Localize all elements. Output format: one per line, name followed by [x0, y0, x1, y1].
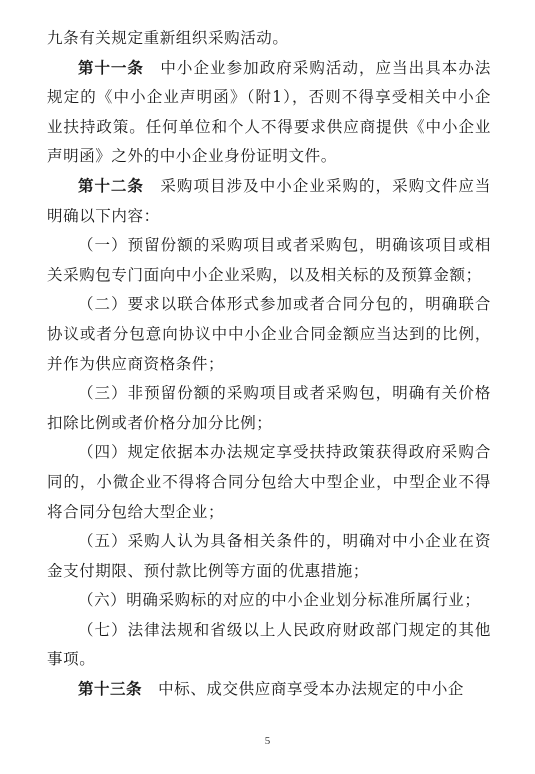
article-text: 中小企业参加政府采购活动，应当出具本办法规定的《中小企业声明函》（附1），否则不得享受相关中小企业扶持政策。任何单位和个人不得要求供应商提供《中小企业声明函》之外的中小企业身份证明文件。 — [47, 58, 491, 166]
paragraph-continuation: 九条有关规定重新组织采购活动。 — [47, 29, 289, 47]
article-12 — [47, 172, 491, 231]
article-13 — [47, 675, 491, 705]
list-item-3: （三）非预留份额的采购项目或者采购包，明确有关价格扣除比例或者价格分加分比例； — [47, 384, 491, 432]
article-11 — [47, 54, 491, 172]
list-item-6: （六）明确采购标的对应的中小企业划分标准所属行业； — [78, 591, 481, 610]
list-item-1: （一）预留份额的采购项目或者采购包，明确该项目或相关采购包专门面向中小企业采购，以及相关标的及预算金额； — [47, 236, 491, 284]
page-number: 5 — [264, 735, 271, 747]
article-heading: 第十三条 — [78, 680, 143, 699]
list-item-7: （七）法律法规和省级以上人民政府财政部门规定的其他事项。 — [47, 620, 491, 669]
article-heading: 第十二条 — [78, 176, 144, 195]
document-body — [47, 24, 491, 705]
list-item-4: （四）规定依据本办法规定享受扶持政策获得政府采购合同的，小微企业不得将合同分包给大中型企业，中型企业不得将合同分包给大型企业； — [47, 443, 491, 521]
list-item-5: （五）采购人认为具备相关条件的，明确对中小企业在资金支付期限、预付款比例等方面的优惠措施； — [47, 532, 491, 580]
list-item-2: （二）要求以联合体形式参加或者合同分包的，明确联合协议或者分包意向协议中中小企业合同金额应当达到的比例，并作为供应商资格条件； — [47, 295, 491, 373]
article-heading: 第十一条 — [78, 58, 144, 77]
article-text: 采购项目涉及中小企业采购的，采购文件应当明确以下内容： — [47, 176, 491, 225]
article-text: 中标、成交供应商享受本办法规定的中小企 — [158, 680, 465, 699]
